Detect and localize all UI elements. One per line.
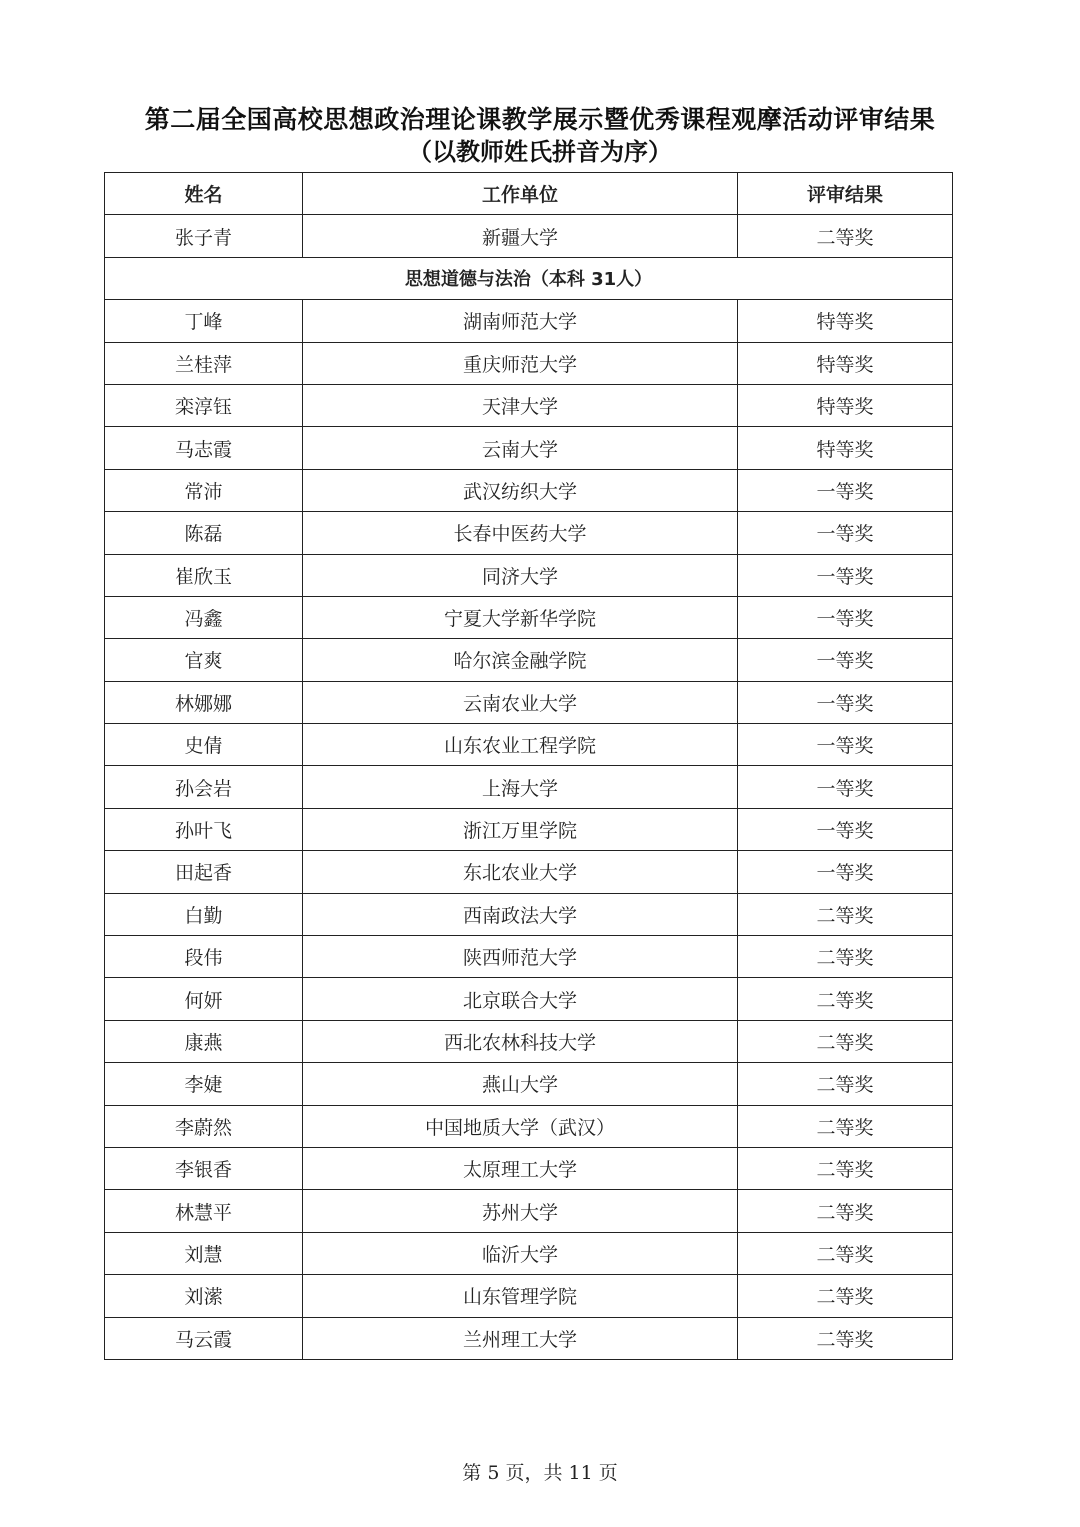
table-row bbox=[105, 427, 953, 469]
table-body bbox=[105, 215, 953, 1360]
cell-result: 一等奖 bbox=[738, 808, 953, 850]
cell-result: 二等奖 bbox=[738, 1190, 953, 1232]
cell-name: 张子青 bbox=[105, 215, 303, 257]
table-row bbox=[105, 1020, 953, 1062]
header-name: 姓名 bbox=[105, 173, 303, 215]
cell-unit: 湖南师范大学 bbox=[303, 300, 738, 342]
header-row bbox=[105, 173, 953, 215]
cell-result: 一等奖 bbox=[738, 639, 953, 681]
table-row bbox=[105, 1232, 953, 1274]
cell-name: 何妍 bbox=[105, 978, 303, 1020]
section-title: 思想道德与法治（本科 31人） bbox=[105, 257, 953, 299]
cell-result: 二等奖 bbox=[738, 893, 953, 935]
cell-name: 刘慧 bbox=[105, 1232, 303, 1274]
page-footer: 第 5 页，共 11 页 bbox=[462, 1462, 618, 1484]
cell-name: 李银香 bbox=[105, 1147, 303, 1189]
cell-name: 栾淳钰 bbox=[105, 384, 303, 426]
cell-unit: 重庆师范大学 bbox=[303, 342, 738, 384]
cell-unit: 宁夏大学新华学院 bbox=[303, 596, 738, 638]
table-row bbox=[105, 596, 953, 638]
cell-result: 特等奖 bbox=[738, 427, 953, 469]
cell-result: 特等奖 bbox=[738, 300, 953, 342]
table-row bbox=[105, 681, 953, 723]
cell-name: 康燕 bbox=[105, 1020, 303, 1062]
cell-result: 一等奖 bbox=[738, 596, 953, 638]
cell-unit: 北京联合大学 bbox=[303, 978, 738, 1020]
table-row bbox=[105, 300, 953, 342]
cell-unit: 陕西师范大学 bbox=[303, 936, 738, 978]
cell-name: 段伟 bbox=[105, 936, 303, 978]
cell-unit: 武汉纺织大学 bbox=[303, 469, 738, 511]
cell-unit: 长春中医药大学 bbox=[303, 512, 738, 554]
cell-result: 二等奖 bbox=[738, 215, 953, 257]
cell-unit: 兰州理工大学 bbox=[303, 1317, 738, 1359]
cell-result: 一等奖 bbox=[738, 766, 953, 808]
table-row bbox=[105, 1317, 953, 1359]
cell-name: 兰桂萍 bbox=[105, 342, 303, 384]
cell-name: 常沛 bbox=[105, 469, 303, 511]
cell-unit: 同济大学 bbox=[303, 554, 738, 596]
cell-name: 刘潆 bbox=[105, 1275, 303, 1317]
table-row bbox=[105, 851, 953, 893]
document-title: 第二届全国高校思想政治理论课教学展示暨优秀课程观摩活动评审结果 bbox=[144, 105, 936, 134]
cell-name: 孙会岩 bbox=[105, 766, 303, 808]
cell-unit: 西北农林科技大学 bbox=[303, 1020, 738, 1062]
cell-name: 李蔚然 bbox=[105, 1105, 303, 1147]
cell-result: 二等奖 bbox=[738, 1020, 953, 1062]
cell-result: 二等奖 bbox=[738, 1147, 953, 1189]
cell-name: 陈磊 bbox=[105, 512, 303, 554]
table-row bbox=[105, 639, 953, 681]
cell-unit: 云南大学 bbox=[303, 427, 738, 469]
cell-result: 一等奖 bbox=[738, 469, 953, 511]
cell-unit: 太原理工大学 bbox=[303, 1147, 738, 1189]
cell-result: 二等奖 bbox=[738, 936, 953, 978]
cell-unit: 临沂大学 bbox=[303, 1232, 738, 1274]
cell-result: 二等奖 bbox=[738, 1317, 953, 1359]
header-result: 评审结果 bbox=[738, 173, 953, 215]
cell-result: 特等奖 bbox=[738, 384, 953, 426]
header-unit: 工作单位 bbox=[303, 173, 738, 215]
table-row bbox=[105, 1105, 953, 1147]
cell-unit: 燕山大学 bbox=[303, 1063, 738, 1105]
cell-unit: 山东农业工程学院 bbox=[303, 724, 738, 766]
results-table bbox=[104, 172, 953, 1360]
cell-result: 一等奖 bbox=[738, 724, 953, 766]
table-row bbox=[105, 808, 953, 850]
cell-name: 官爽 bbox=[105, 639, 303, 681]
cell-unit: 山东管理学院 bbox=[303, 1275, 738, 1317]
table-row bbox=[105, 724, 953, 766]
cell-result: 二等奖 bbox=[738, 978, 953, 1020]
table-row bbox=[105, 554, 953, 596]
cell-result: 一等奖 bbox=[738, 851, 953, 893]
cell-unit: 天津大学 bbox=[303, 384, 738, 426]
table-row bbox=[105, 469, 953, 511]
cell-result: 二等奖 bbox=[738, 1232, 953, 1274]
cell-name: 李婕 bbox=[105, 1063, 303, 1105]
cell-unit: 中国地质大学（武汉） bbox=[303, 1105, 738, 1147]
cell-result: 二等奖 bbox=[738, 1105, 953, 1147]
table-row bbox=[105, 512, 953, 554]
cell-name: 林慧平 bbox=[105, 1190, 303, 1232]
cell-name: 马志霞 bbox=[105, 427, 303, 469]
cell-name: 白勤 bbox=[105, 893, 303, 935]
cell-name: 马云霞 bbox=[105, 1317, 303, 1359]
cell-unit: 浙江万里学院 bbox=[303, 808, 738, 850]
cell-unit: 上海大学 bbox=[303, 766, 738, 808]
table-row bbox=[105, 978, 953, 1020]
cell-name: 田起香 bbox=[105, 851, 303, 893]
cell-result: 特等奖 bbox=[738, 342, 953, 384]
table-row bbox=[105, 215, 953, 257]
table-row bbox=[105, 936, 953, 978]
document-subtitle: （以教师姓氏拼音为序） bbox=[408, 138, 672, 166]
cell-name: 林娜娜 bbox=[105, 681, 303, 723]
section-row bbox=[105, 257, 953, 299]
cell-unit: 哈尔滨金融学院 bbox=[303, 639, 738, 681]
cell-result: 一等奖 bbox=[738, 554, 953, 596]
table-row bbox=[105, 1147, 953, 1189]
cell-result: 二等奖 bbox=[738, 1063, 953, 1105]
table-row bbox=[105, 766, 953, 808]
table-row bbox=[105, 1275, 953, 1317]
cell-result: 一等奖 bbox=[738, 512, 953, 554]
cell-name: 丁峰 bbox=[105, 300, 303, 342]
cell-name: 冯鑫 bbox=[105, 596, 303, 638]
table-row bbox=[105, 384, 953, 426]
table-row bbox=[105, 1063, 953, 1105]
cell-result: 二等奖 bbox=[738, 1275, 953, 1317]
table-row bbox=[105, 893, 953, 935]
cell-name: 孙叶飞 bbox=[105, 808, 303, 850]
table-row bbox=[105, 1190, 953, 1232]
cell-unit: 东北农业大学 bbox=[303, 851, 738, 893]
cell-unit: 云南农业大学 bbox=[303, 681, 738, 723]
cell-unit: 苏州大学 bbox=[303, 1190, 738, 1232]
table-row bbox=[105, 342, 953, 384]
cell-unit: 西南政法大学 bbox=[303, 893, 738, 935]
cell-name: 崔欣玉 bbox=[105, 554, 303, 596]
cell-unit: 新疆大学 bbox=[303, 215, 738, 257]
cell-name: 史倩 bbox=[105, 724, 303, 766]
cell-result: 一等奖 bbox=[738, 681, 953, 723]
